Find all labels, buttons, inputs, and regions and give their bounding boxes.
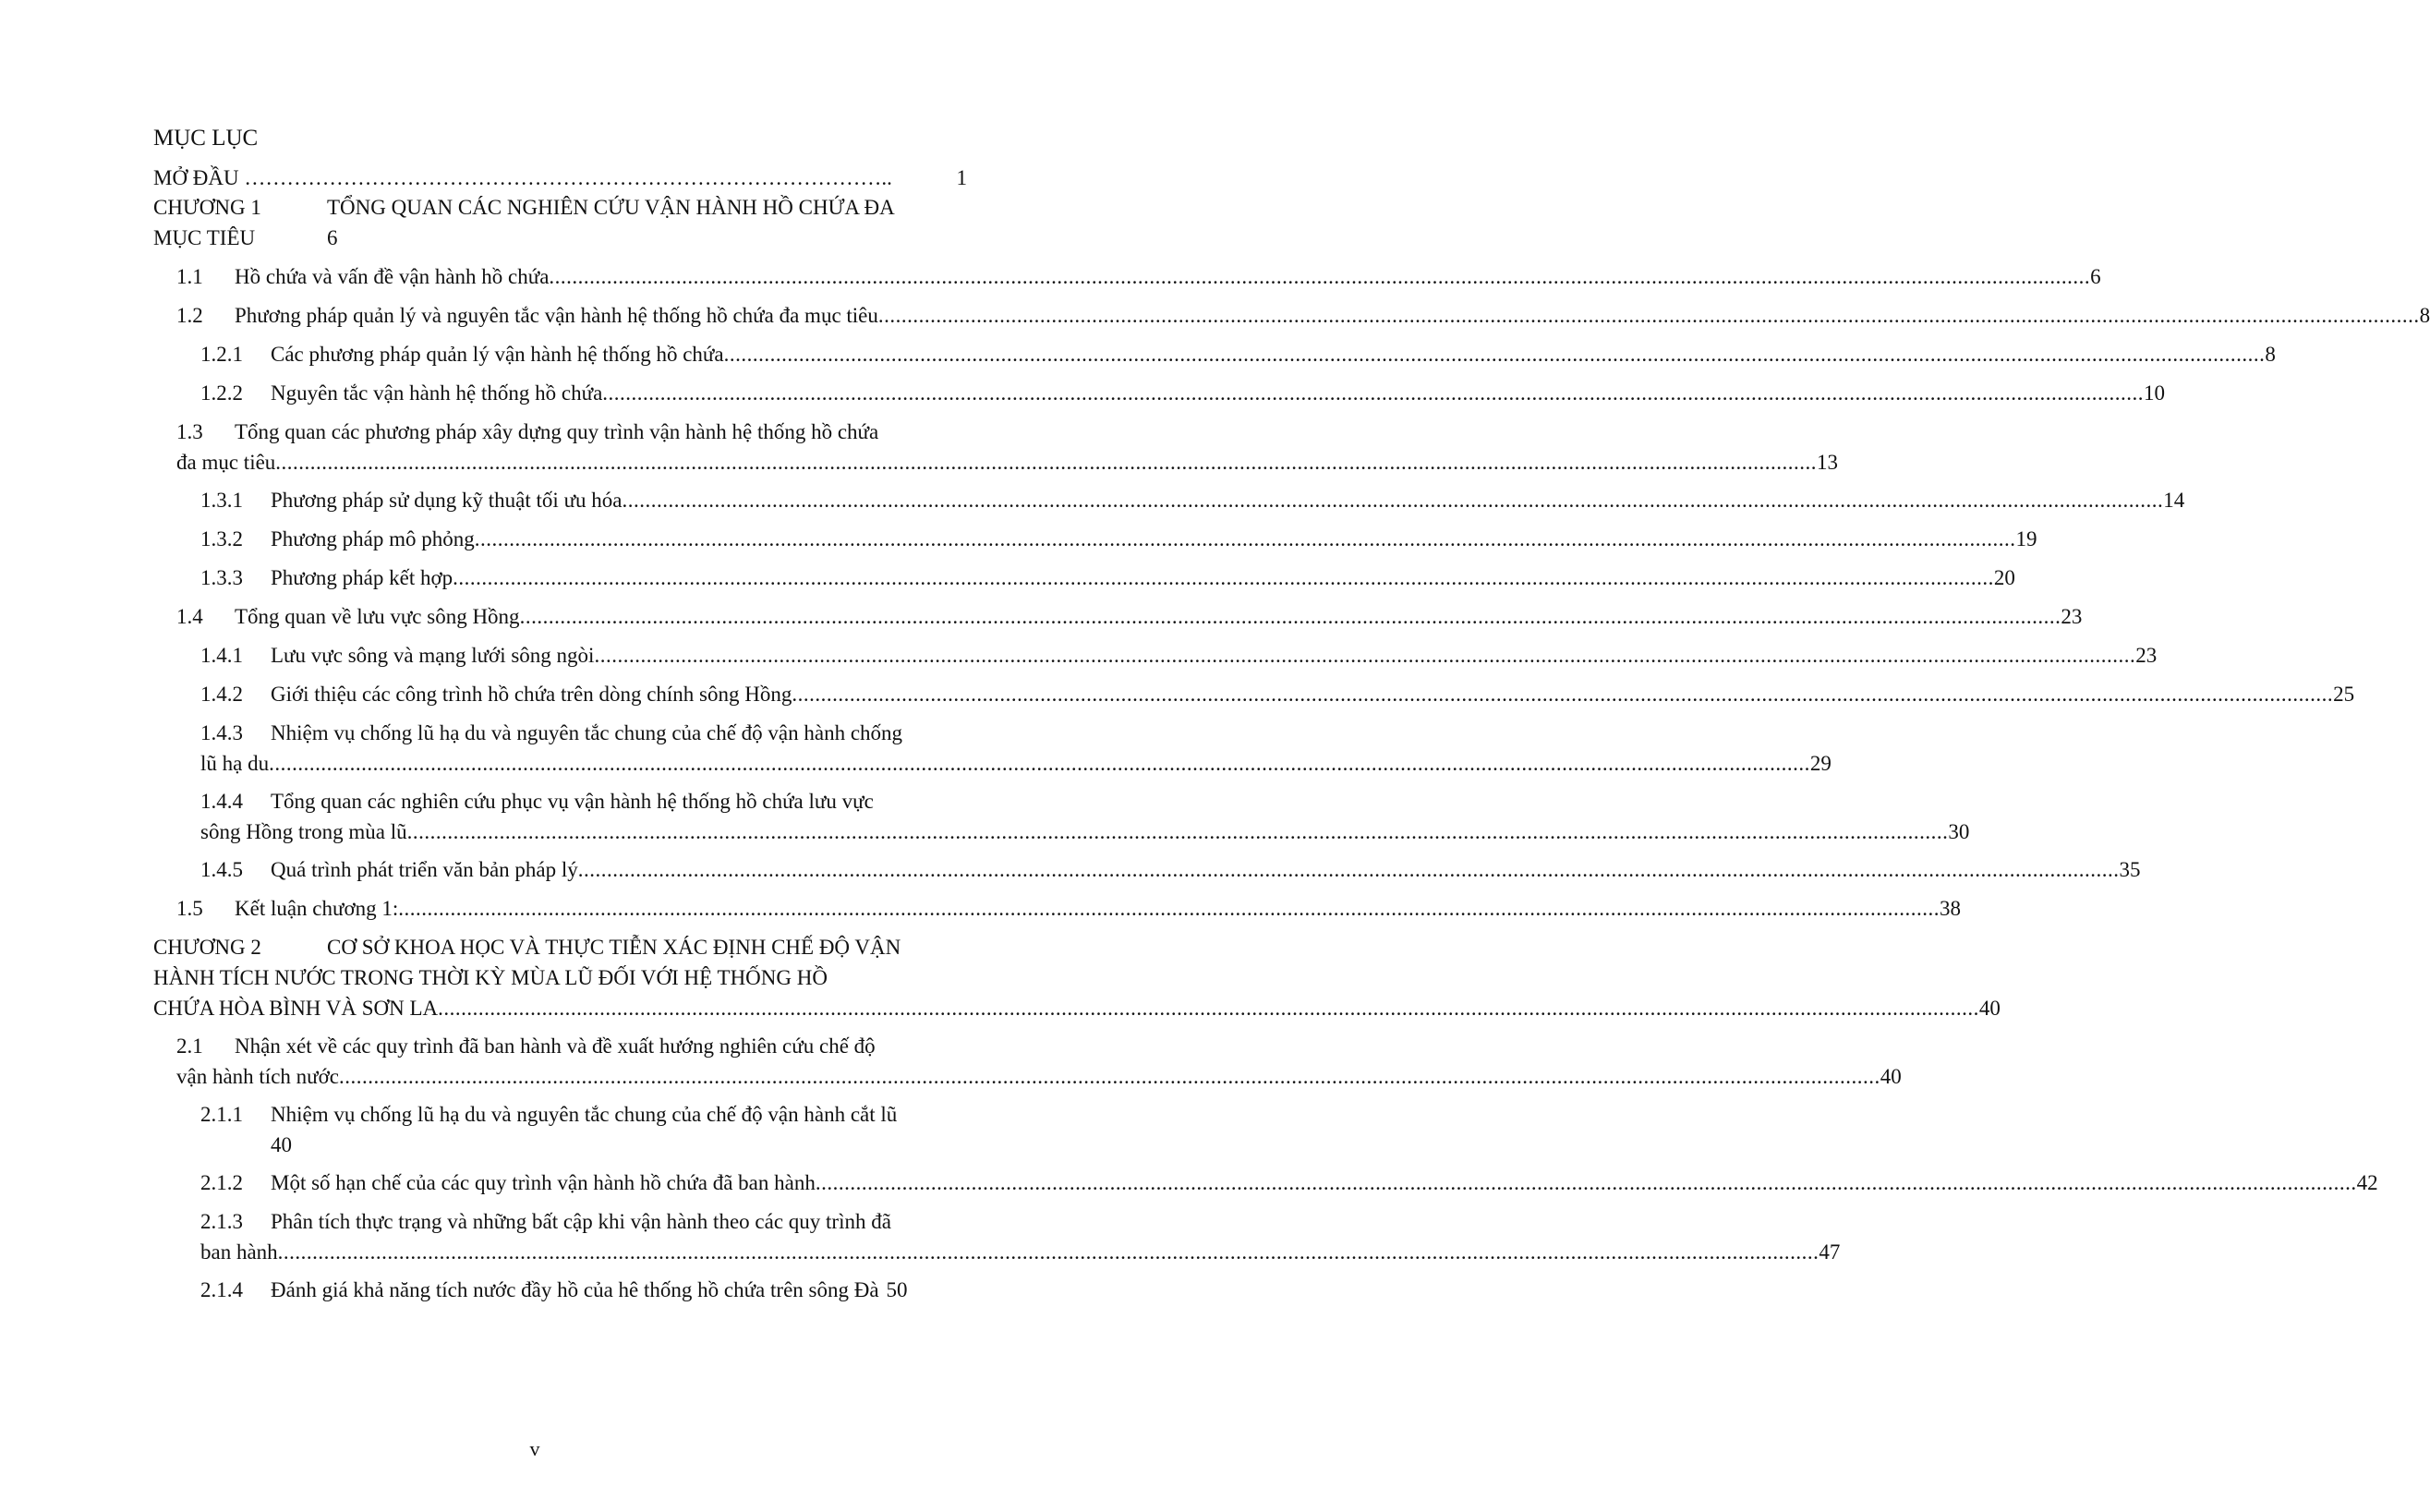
toc-entry-page: 19 [2015, 527, 2037, 550]
toc-entry-number: 2.1.2 [200, 1171, 243, 1194]
toc-entry-number: 1.2.2 [200, 381, 243, 405]
toc-entry-page: 38 [1940, 897, 1962, 920]
toc-entry-text: TỔNG QUAN CÁC NGHIÊN CỨU VẬN HÀNH HỒ CHỨA ĐA [327, 196, 895, 219]
toc-entry-1-4-1[interactable]: 1.4.1 Lưu vực sông và mạng lưới sông ngòi ........................................................................................................................................................................................................................................................................... 23 [200, 640, 967, 671]
toc-entry-text-continued: lũ hạ du [200, 752, 270, 775]
toc-entry-1-4-3[interactable]: 1.4.3 Nhiệm vụ chống lũ hạ du và nguyên tắc chung của chế độ vận hành chống lũ hạ du ........................................................................................................................................................................................................................................................................... 29 [200, 718, 967, 779]
toc-entry-text: Phân tích thực trạng và những bất cập khi vận hành theo các quy trình đã [271, 1210, 891, 1233]
toc-entry-page: 6 [327, 226, 338, 249]
toc-entry-number: 1.3.2 [200, 527, 243, 550]
toc-entry-number: 2.1.3 [200, 1210, 243, 1233]
toc-entry-page: 25 [2333, 683, 2355, 706]
toc-entry-number: 2.1.1 [200, 1103, 243, 1126]
toc-entry-text: Phương pháp kết hợp [271, 566, 453, 589]
toc-entry-number: 1.3.3 [200, 566, 243, 589]
toc-entry-1-4-2[interactable]: 1.4.2 Giới thiệu các công trình hồ chứa trên dòng chính sông Hồng ........................................................................................................................................................................................................................................................................... 25 [200, 679, 967, 709]
toc-entry-2-1-2[interactable]: 2.1.2 Một số hạn chế của các quy trình vận hành hồ chứa đã ban hành ........................................................................................................................................................................................................................................................................... 42 [200, 1167, 967, 1198]
toc-entry-number: 1.4.1 [200, 644, 243, 667]
toc-entry-page: 8 [2265, 343, 2276, 366]
toc-entry-text: Đánh giá khả năng tích nước đầy hồ của hê thống hồ chứa trên sông Đà [271, 1278, 879, 1301]
toc-entry-page: 8 [2419, 304, 2430, 327]
toc-entry-text: Tổng quan các nghiên cứu phục vụ vận hành hệ thống hồ chứa lưu vực [271, 790, 874, 813]
toc-entry-2-1[interactable]: 2.1 Nhận xét về các quy trình đã ban hành và đề xuất hướng nghiên cứu chế độ vận hành tích nước ........................................................................................................................................................................................................................................................................... 40 [176, 1031, 967, 1092]
toc-entry-number: 1.4.2 [200, 683, 243, 706]
toc-entry-page: 35 [2119, 858, 2141, 881]
toc-entry-page: 23 [2135, 644, 2158, 667]
toc-entry-1-2-2[interactable]: 1.2.2 Nguyên tắc vận hành hệ thống hồ chứa ........................................................................................................................................................................................................................................................................... 10 [200, 378, 967, 408]
toc-entry-1-4-4[interactable]: 1.4.4 Tổng quan các nghiên cứu phục vụ vận hành hệ thống hồ chứa lưu vực sông Hồng trong mùa lũ ........................................................................................................................................................................................................................................................................... 30 [200, 786, 967, 847]
toc-entry-page: 1 [956, 166, 967, 189]
toc-entry-number: 1.2.1 [200, 343, 243, 366]
toc-title: MỤC LỤC [153, 126, 259, 151]
toc-entry-text: MỞ ĐẦU ……………………………………………………………………………….. [153, 166, 892, 189]
toc-entry-chapter-1[interactable] [153, 192, 967, 253]
toc-entry-number: 1.2 [176, 304, 203, 327]
toc-entry-text-continued: CHỨA HÒA BÌNH VÀ SƠN LA [153, 997, 439, 1020]
toc-entry-number: CHƯƠNG 1 [153, 196, 261, 219]
toc-entry-1-3-2[interactable]: 1.3.2 Phương pháp mô phỏng ........................................................................................................................................................................................................................................................................... 19 [200, 524, 967, 554]
toc-entry-1-4[interactable]: 1.4 Tổng quan về lưu vực sông Hồng ........................................................................................................................................................................................................................................................................... 23 [176, 601, 967, 632]
toc-entry-number: 2.1 [176, 1034, 203, 1058]
toc-entry-page: 40 [1880, 1065, 1902, 1088]
toc-entry-page: 40 [271, 1133, 292, 1156]
toc-entry-2-1-4[interactable] [200, 1275, 967, 1305]
toc-entry-text-continued: sông Hồng trong mùa lũ [200, 820, 407, 843]
toc-entry-1-4-5[interactable]: 1.4.5 Quá trình phát triển văn bản pháp lý ........................................................................................................................................................................................................................................................................... 35 [200, 854, 967, 885]
toc-entry-number: CHƯƠNG 2 [153, 936, 261, 959]
toc-entry-page: 29 [1809, 752, 1832, 775]
toc-entry-text: Phương pháp mô phỏng [271, 527, 475, 550]
toc-entry-2-1-3[interactable]: 2.1.3 Phân tích thực trạng và những bất cập khi vận hành theo các quy trình đã ban hành ........................................................................................................................................................................................................................................................................... 47 [200, 1206, 967, 1267]
toc-entry-text-continued: ban hành [200, 1240, 278, 1264]
toc-entry-number: 2.1.4 [200, 1278, 243, 1301]
toc-entry-page: 20 [1993, 566, 2015, 589]
toc-entry-text: Nhiệm vụ chống lũ hạ du và nguyên tắc chung của chế độ vận hành cắt lũ [271, 1103, 898, 1126]
toc-entry-text: Tổng quan về lưu vực sông Hồng [235, 605, 520, 628]
toc-entry-number: 1.4.3 [200, 721, 243, 744]
toc-entry-number: 1.4 [176, 605, 203, 628]
toc-entry-page: 47 [1819, 1240, 1841, 1264]
toc-entry-page: 40 [1978, 997, 2001, 1020]
toc-entry-page: 50 [886, 1278, 908, 1301]
toc-entry-text-continued: MỤC TIÊU [153, 226, 256, 249]
toc-entry-number: 1.3.1 [200, 489, 243, 512]
toc-entry-chapter-2[interactable]: CHƯƠNG 2 CƠ SỞ KHOA HỌC VÀ THỰC TIỄN XÁC ĐỊNH CHẾ ĐỘ VẬN HÀNH TÍCH NƯỚC TRONG THỜI KỲ MÙA LŨ ĐỐI VỚI HỆ THỐNG HỒ CHỨA HÒA BÌNH VÀ SƠN LA ........................................................................................................................................................................................................................................................................... 40 [153, 932, 967, 1023]
toc-entry-1-2-1[interactable]: 1.2.1 Các phương pháp quản lý vận hành hệ thống hồ chứa ........................................................................................................................................................................................................................................................................... 8 [200, 339, 967, 369]
toc-entry-number: 1.4.5 [200, 858, 243, 881]
toc-entry-text: Quá trình phát triển văn bản pháp lý [271, 858, 578, 881]
toc-entry-text: Hồ chứa và vấn đề vận hành hồ chứa [235, 265, 550, 288]
toc-entry-1-3[interactable]: 1.3 Tổng quan các phương pháp xây dựng quy trình vận hành hệ thống hồ chứa đa mục tiêu ........................................................................................................................................................................................................................................................................... 13 [176, 417, 967, 478]
toc-entry-1-3-3[interactable]: 1.3.3 Phương pháp kết hợp ........................................................................................................................................................................................................................................................................... 20 [200, 562, 967, 593]
toc-entry-1-1[interactable]: 1.1 Hồ chứa và vấn đề vận hành hồ chứa ........................................................................................................................................................................................................................................................................... 6 [176, 261, 967, 292]
toc-entry-text: Phương pháp sử dụng kỹ thuật tối ưu hóa [271, 489, 623, 512]
toc-entry-text: Nguyên tắc vận hành hệ thống hồ chứa [271, 381, 603, 405]
toc-entry-text: Kết luận chương 1: [235, 897, 399, 920]
toc-entry-page: 30 [1948, 820, 1970, 843]
toc-entry-text-continued: đa mục tiêu [176, 451, 276, 474]
toc-entry-text: Nhận xét về các quy trình đã ban hành và đề xuất hướng nghiên cứu chế độ [235, 1034, 876, 1058]
toc-entry-text-continued: HÀNH TÍCH NƯỚC TRONG THỜI KỲ MÙA LŨ ĐỐI VỚI HỆ THỐNG HỒ [153, 966, 828, 989]
toc-entry-intro[interactable] [153, 163, 967, 193]
toc-entry-number: 1.1 [176, 265, 203, 288]
toc-entry-1-2[interactable]: 1.2 Phương pháp quản lý và nguyên tắc vận hành hệ thống hồ chứa đa mục tiêu ........................................................................................................................................................................................................................................................................... 8 [176, 300, 967, 331]
toc-entry-number: 1.4.4 [200, 790, 243, 813]
toc-entry-text: Tổng quan các phương pháp xây dựng quy trình vận hành hệ thống hồ chứa [235, 420, 879, 443]
toc-entry-page: 14 [2163, 489, 2185, 512]
toc-entry-number: 1.3 [176, 420, 203, 443]
toc-entry-text: Giới thiệu các công trình hồ chứa trên dòng chính sông Hồng [271, 683, 792, 706]
toc-entry-text: Lưu vực sông và mạng lưới sông ngòi [271, 644, 595, 667]
page-number: v [529, 1437, 540, 1460]
toc-entry-page: 6 [2090, 265, 2101, 288]
toc-entry-1-3-1[interactable]: 1.3.1 Phương pháp sử dụng kỹ thuật tối ưu hóa ........................................................................................................................................................................................................................................................................... 14 [200, 485, 967, 515]
toc-entry-page: 10 [2144, 381, 2166, 405]
toc-entry-2-1-1[interactable] [200, 1099, 967, 1160]
toc-entry-text: Một số hạn chế của các quy trình vận hành hồ chứa đã ban hành [271, 1171, 816, 1194]
toc-entry-text: CƠ SỞ KHOA HỌC VÀ THỰC TIỄN XÁC ĐỊNH CHẾ ĐỘ VẬN [327, 936, 901, 959]
toc-entry-number: 1.5 [176, 897, 203, 920]
toc-entry-text: Phương pháp quản lý và nguyên tắc vận hành hệ thống hồ chứa đa mục tiêu [235, 304, 878, 327]
toc-entry-1-5[interactable]: 1.5 Kết luận chương 1: ........................................................................................................................................................................................................................................................................... 38 [176, 893, 967, 924]
toc-entry-page: 23 [2061, 605, 2083, 628]
toc-entry-text: Các phương pháp quản lý vận hành hệ thống hồ chứa [271, 343, 724, 366]
toc-entry-page: 13 [1817, 451, 1839, 474]
toc-entry-page: 42 [2356, 1171, 2378, 1194]
toc-entry-text: Nhiệm vụ chống lũ hạ du và nguyên tắc chung của chế độ vận hành chống [271, 721, 903, 744]
toc-entry-text-continued: vận hành tích nước [176, 1065, 339, 1088]
